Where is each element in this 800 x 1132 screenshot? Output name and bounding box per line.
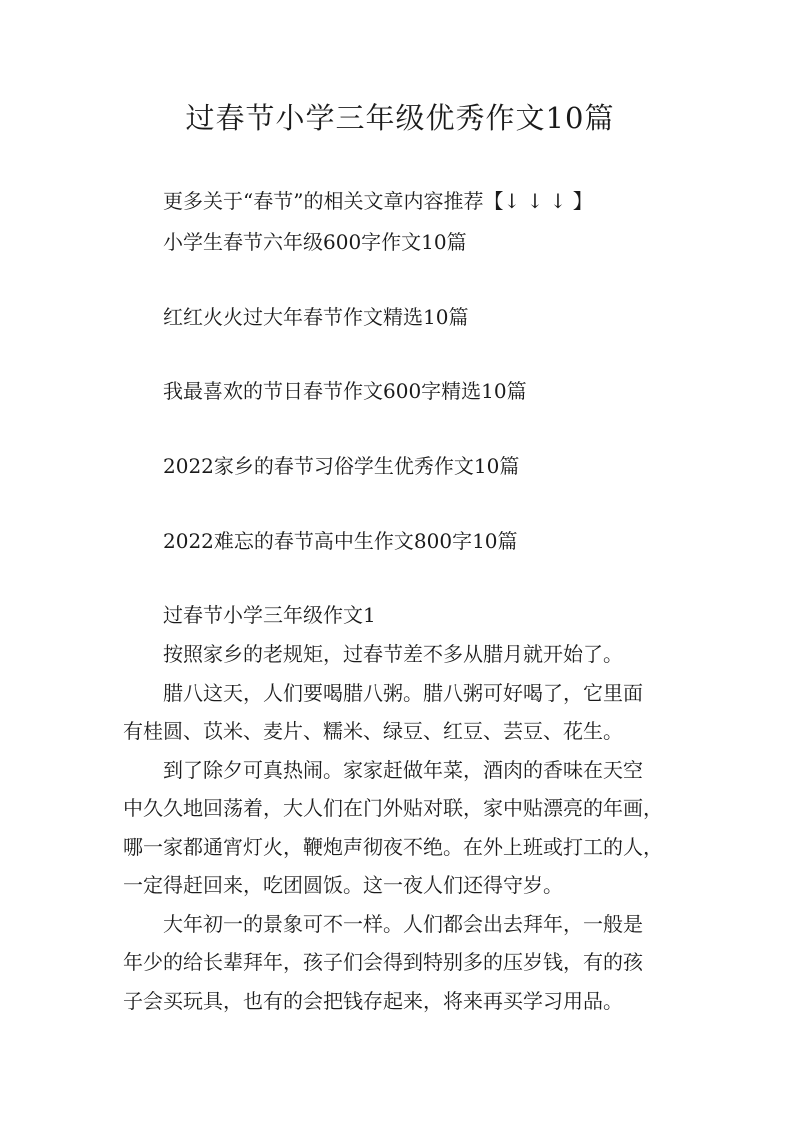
paragraph-line: 年少的给长辈拜年，孩子们会得到特别多的压岁钱，有的孩: [123, 950, 643, 974]
paragraph-line: 腊八这天，人们要喝腊八粥。腊八粥可好喝了，它里面: [163, 681, 643, 705]
paragraph-line: 子会买玩具，也有的会把钱存起来，将来再买学习用品。: [123, 989, 623, 1013]
recommend-heading: 更多关于“春节”的相关文章内容推荐【↓ ↓ ↓ 】: [163, 189, 593, 213]
paragraph-line: 哪一家都通宵灯火，鞭炮声彻夜不绝。在外上班或打工的人，: [123, 835, 663, 859]
related-link-5[interactable]: 2022难忘的春节高中生作文800字10篇: [163, 529, 518, 553]
related-link-3[interactable]: 我最喜欢的节日春节作文600字精选10篇: [163, 379, 527, 403]
related-link-1[interactable]: 小学生春节六年级600字作文10篇: [163, 230, 467, 254]
related-link-2[interactable]: 红红火火过大年春节作文精选10篇: [163, 305, 469, 329]
document-title: 过春节小学三年级优秀作文10篇: [185, 101, 615, 135]
paragraph-line: 到了除夕可真热闹。家家赶做年菜，酒肉的香味在天空: [163, 758, 643, 782]
related-link-4[interactable]: 2022家乡的春节习俗学生优秀作文10篇: [163, 454, 520, 478]
paragraph-line: 一定得赶回来，吃团圆饭。这一夜人们还得守岁。: [123, 873, 563, 897]
essay-title: 过春节小学三年级作文1: [163, 603, 376, 627]
paragraph-line: 按照家乡的老规矩，过春节差不多从腊月就开始了。: [163, 642, 623, 666]
paragraph-line: 中久久地回荡着，大人们在门外贴对联，家中贴漂亮的年画，: [123, 796, 663, 820]
paragraph-line: 有桂圆、苡米、麦片、糯米、绿豆、红豆、芸豆、花生。: [123, 719, 623, 743]
paragraph-line: 大年初一的景象可不一样。人们都会出去拜年，一般是: [163, 912, 643, 936]
